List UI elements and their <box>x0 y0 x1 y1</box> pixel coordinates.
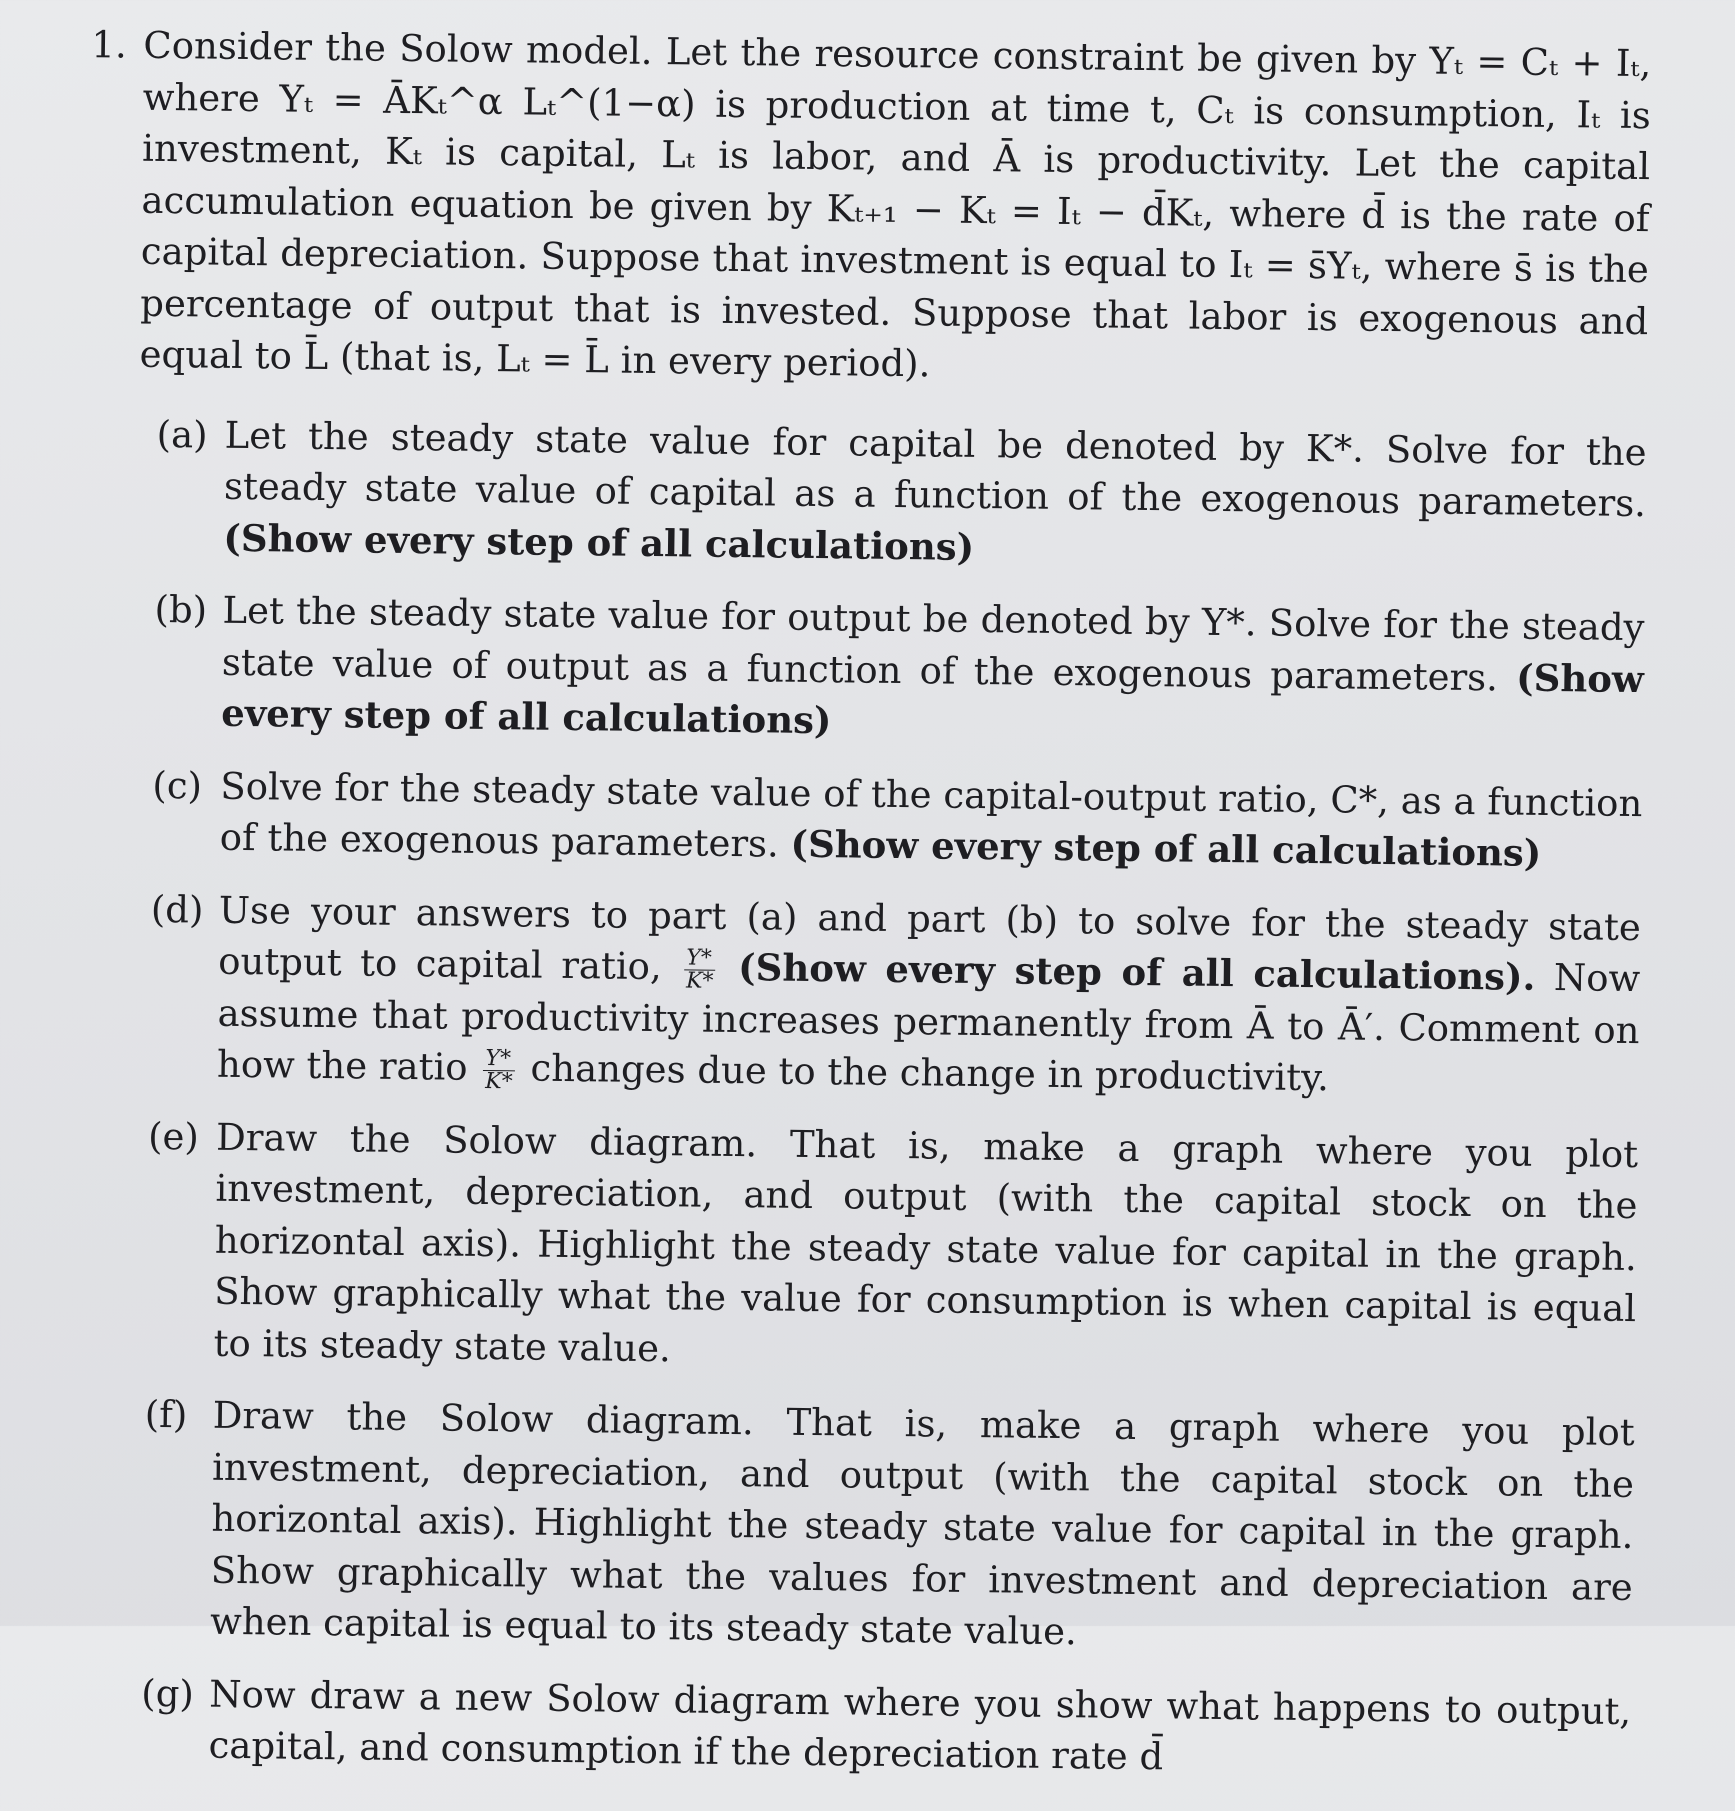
ratio-numerator: Y* <box>684 947 716 970</box>
part-label: (d) <box>150 887 204 932</box>
ratio-numerator-2: Y* <box>483 1048 515 1071</box>
part-label: (g) <box>141 1671 195 1715</box>
part-text <box>221 585 1645 757</box>
part-body: Let the steady state value for output be denoted by Y*. Solve for the steady state value of output as a function of the exogenous parameters. <box>221 588 1645 699</box>
part-label: (f) <box>144 1392 188 1437</box>
part-text <box>223 409 1647 581</box>
part-g <box>70 1666 1631 1788</box>
part-text: Now draw a new Solow diagram where you show what happens to output, capital, and consumption if the depreciation rate d̄ <box>208 1672 1632 1779</box>
part-a <box>85 408 1647 582</box>
part-label: (e) <box>147 1114 200 1159</box>
ratio-fraction <box>684 947 716 992</box>
ratio-denominator: K* <box>685 968 714 994</box>
part-text: Draw the Solow diagram. That is, make a graph where you plot investment, depreciation, and output (with the capital stock on the horizontal axis). Highlight the steady state value for capital in the graph. Show graphically what the values for investment and depreciation are when capital is equal to its steady state value. <box>209 1393 1635 1654</box>
part-f <box>72 1388 1635 1665</box>
part-emphasis: (Show every step of all calculations). <box>737 945 1536 999</box>
part-d <box>79 883 1641 1108</box>
part-body-mid: Now assume that productivity increases permanently from Ā to Ā′. Comment on how the ratio <box>216 956 1641 1089</box>
part-body: Let the steady state value for capital be denoted by K*. Solve for the steady state value of capital as a function of the exogenous parameters. <box>223 413 1647 526</box>
parts-list <box>70 408 1647 1789</box>
part-body-after: changes due to the change in productivity. <box>530 1046 1330 1100</box>
ratio-fraction-2 <box>483 1048 515 1093</box>
part-emphasis: (Show every step of all calculations) <box>223 515 975 569</box>
part-b <box>83 583 1645 757</box>
part-label: (b) <box>154 587 208 632</box>
problem-stem <box>139 20 1651 399</box>
part-body: Solve for the steady state value of the capital-output ratio, C*, as a function of the exogenous parameters. <box>219 764 1643 866</box>
problem-number: 1. <box>91 23 128 67</box>
part-text <box>217 884 1641 1107</box>
part-e <box>75 1110 1638 1387</box>
part-c <box>81 759 1642 881</box>
part-body-before: Use your answers to part (a) and part (b) to solve for the steady state output to capital ratio, <box>218 888 1642 989</box>
problem-stem-text: Consider the Solow model. Let the resource constraint be given by Yₜ = Cₜ + Iₜ, where Yₜ = ĀKₜ^α Lₜ^(1−α) is production at time t, Cₜ is consumption, Iₜ is investment, Kₜ is capital, Lₜ is labor, and Ā is productivity. Let the capital accumulation equation be given by Kₜ₊₁ − Kₜ = Iₜ − d̄Kₜ, where d̄ is the rate of capital depreciation. Suppose that investment is equal to Iₜ = s̄Yₜ, where s̄ is the percentage of output that is invested. Suppose that labor is exogenous and equal to L̄ (that is, Lₜ = L̄ in every period). <box>139 23 1652 386</box>
part-emphasis: (Show every step of all calculations) <box>221 655 1645 743</box>
part-text: Draw the Solow diagram. That is, make a graph where you plot investment, depreciation, and output (with the capital stock on the horizontal axis). Highlight the steady state value for capital in the graph. Show graphically what the value for consumption is when capital is equal to its steady state value. <box>213 1115 1639 1370</box>
part-label: (a) <box>156 412 208 457</box>
part-emphasis: (Show every step of all calculations) <box>790 821 1542 875</box>
part-label: (c) <box>152 763 203 808</box>
part-text <box>219 760 1642 880</box>
problem-1 <box>70 19 1652 1809</box>
ratio-denominator-2: K* <box>485 1069 513 1095</box>
